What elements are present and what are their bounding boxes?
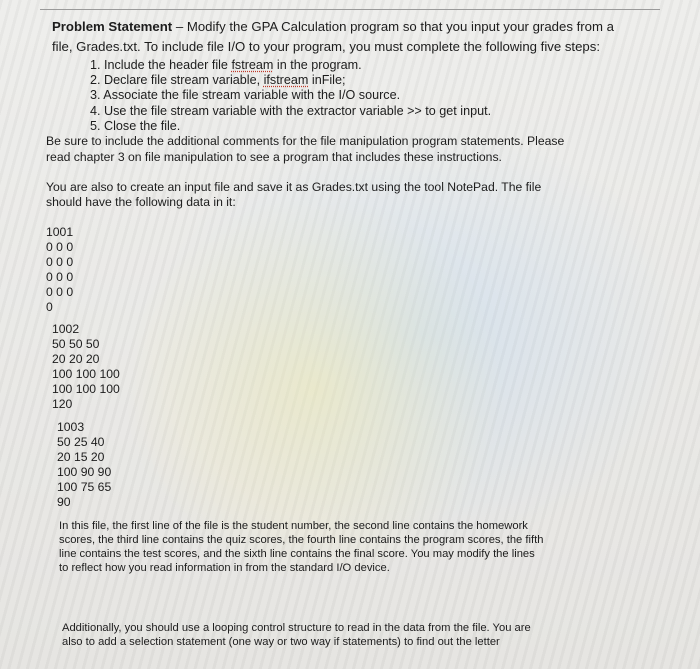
data-line: 0 — [46, 300, 53, 314]
data-line: 120 — [52, 397, 73, 411]
data-line: 1001 — [46, 225, 74, 239]
create-file-line-2: should have the following data in it: — [46, 195, 236, 209]
comments-note-line-1: Be sure to include the additional comments for the file manipulation program statements. Please — [46, 134, 565, 148]
create-file-line-1: You are also to create an input file and save it as Grades.txt using the tool NotePad. The file — [46, 180, 542, 194]
intro-line-2: file, Grades.txt. To include file I/O to your program, you must complete the following five steps: — [52, 39, 601, 54]
file-desc-line-3: line contains the test scores, and the sixth line contains the final score. You may modify the lines — [59, 548, 535, 560]
data-line: 90 — [57, 495, 71, 509]
step-4: 4. Use the file stream variable with the extractor variable >> to get input. — [90, 104, 492, 118]
file-desc-line-4: to reflect how you read information in from the standard I/O device. — [59, 562, 390, 574]
data-line: 50 50 50 — [52, 337, 100, 351]
additional-line-2: also to add a selection statement (one way or two way if statements) to find out the letter — [62, 636, 500, 648]
file-desc-line-1: In this file, the first line of the file is the student number, the second line contains the homework — [59, 520, 528, 532]
problem-statement-label: Problem Statement — [52, 19, 173, 34]
data-line: 100 100 100 — [52, 367, 120, 381]
data-line: 20 15 20 — [57, 450, 105, 464]
file-desc-line-2: scores, the third line contains the quiz scores, the fourth line contains the program scores, the fifth — [59, 534, 544, 546]
top-divider — [40, 9, 660, 10]
data-line: 20 20 20 — [52, 352, 100, 366]
data-line: 100 90 90 — [57, 465, 112, 479]
step-5: 5. Close the file. — [90, 119, 181, 133]
data-line: 0 0 0 — [46, 240, 74, 254]
data-line: 1003 — [57, 420, 85, 434]
step-1: 1. Include the header file fstream in the program. — [90, 58, 362, 72]
data-line: 50 25 40 — [57, 435, 105, 449]
data-line: 100 75 65 — [57, 480, 112, 494]
step-2: 2. Declare file stream variable, ifstream inFile; — [90, 73, 346, 87]
additional-line-1: Additionally, you should use a looping control structure to read in the data from the file. You are — [62, 622, 531, 634]
step-3: 3. Associate the file stream variable with the I/O source. — [90, 88, 401, 102]
data-line: 100 100 100 — [52, 382, 120, 396]
data-line: 1002 — [52, 322, 80, 336]
data-line: 0 0 0 — [46, 255, 74, 269]
comments-note-line-2: read chapter 3 on file manipulation to see a program that includes these instructions. — [46, 150, 502, 164]
data-line: 0 0 0 — [46, 285, 74, 299]
data-line: 0 0 0 — [46, 270, 74, 284]
intro-line-1: Problem Statement – Modify the GPA Calculation program so that you input your grades from a — [52, 19, 614, 34]
